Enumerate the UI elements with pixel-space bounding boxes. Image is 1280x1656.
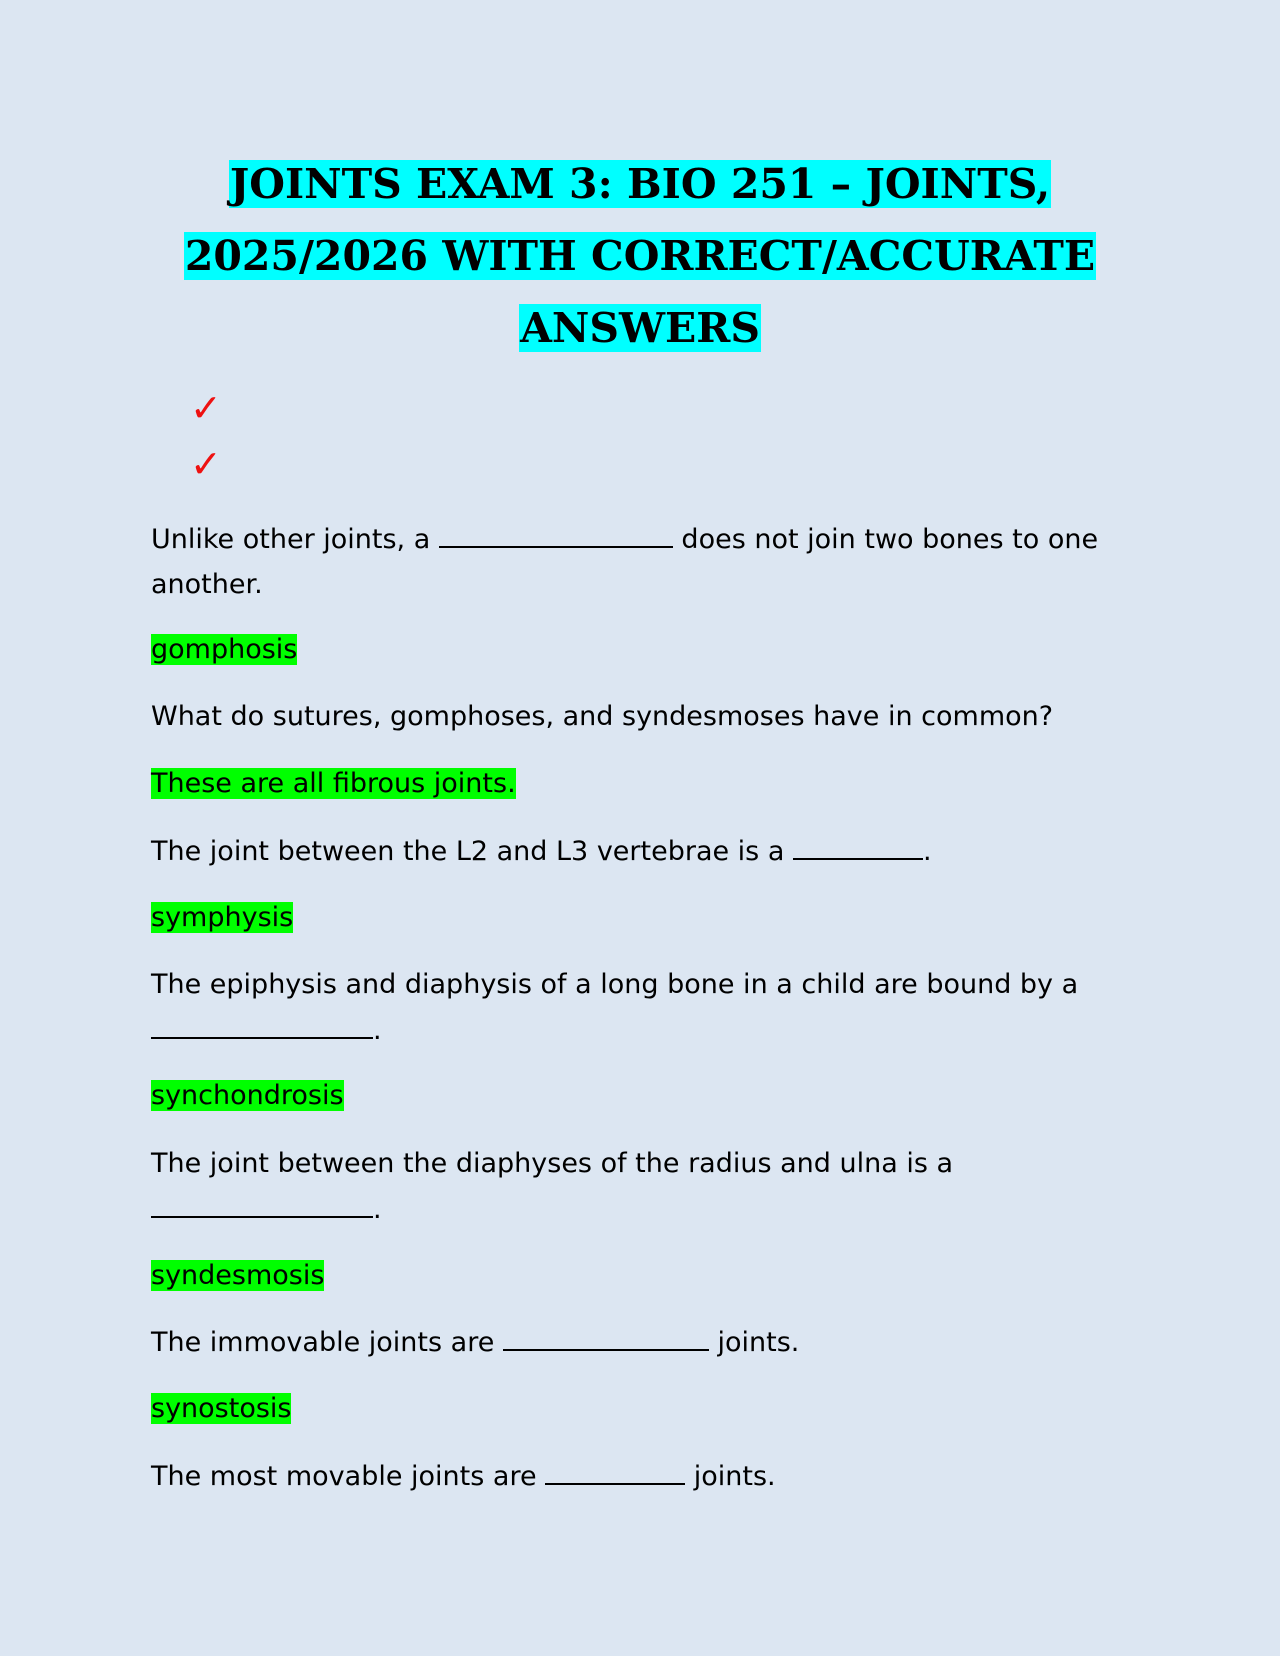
answer-3 xyxy=(151,895,1131,940)
answer-text: syndesmosis xyxy=(151,1260,325,1291)
title-line-3: ANSWERS xyxy=(520,304,760,352)
checkmark-icon: ✓ xyxy=(190,442,222,486)
answer-blank xyxy=(151,1186,373,1218)
question-text: . xyxy=(373,1015,382,1046)
question-text: . xyxy=(373,1194,382,1225)
question-text: joints. xyxy=(685,1461,776,1492)
question-2 xyxy=(151,694,1131,739)
answer-text: These are all fibrous joints. xyxy=(151,768,516,799)
question-3 xyxy=(151,828,1131,874)
question-text: The epiphysis and diaphysis of a long bone in a child are bound by a xyxy=(151,969,1079,1000)
question-text: The immovable joints are xyxy=(151,1327,503,1358)
title-line-2: 2025/2026 WITH CORRECT/ACCURATE xyxy=(184,232,1096,280)
question-text: . xyxy=(922,836,932,867)
title-line-1: JOINTS EXAM 3: BIO 251 – JOINTS, xyxy=(229,160,1051,208)
answer-5 xyxy=(151,1253,1131,1298)
question-text: joints. xyxy=(708,1327,800,1358)
answer-2 xyxy=(151,761,1131,806)
question-text: The most movable joints are xyxy=(151,1461,546,1492)
question-text: The joint between the L2 and L3 vertebrae is a xyxy=(151,836,793,867)
question-text: What do sutures, gomphoses, and syndesmoses have in common? xyxy=(151,701,1054,732)
checkmark-icon: ✓ xyxy=(190,386,222,430)
answer-text: gomphosis xyxy=(151,634,298,665)
question-text: does not join two bones to one another. xyxy=(151,524,1099,600)
question-1 xyxy=(151,516,1131,607)
question-text: Unlike other joints, a xyxy=(151,524,439,555)
answer-6 xyxy=(151,1386,1131,1431)
question-6 xyxy=(151,1319,1131,1365)
answer-blank xyxy=(439,516,673,548)
answer-blank xyxy=(793,828,923,860)
question-4 xyxy=(151,962,1131,1053)
answer-text: synchondrosis xyxy=(151,1080,344,1111)
answer-blank xyxy=(545,1453,685,1485)
answer-text: synostosis xyxy=(151,1393,292,1424)
question-7 xyxy=(151,1453,1131,1499)
answer-text: symphysis xyxy=(151,902,294,933)
answer-1 xyxy=(151,627,1131,672)
answer-4 xyxy=(151,1073,1131,1118)
answer-blank xyxy=(503,1319,709,1351)
document-title xyxy=(150,148,1130,364)
checkmark-list xyxy=(190,380,222,492)
question-5 xyxy=(151,1141,1131,1232)
question-text: The joint between the diaphyses of the radius and ulna is a xyxy=(151,1148,954,1179)
answer-blank xyxy=(151,1007,373,1039)
